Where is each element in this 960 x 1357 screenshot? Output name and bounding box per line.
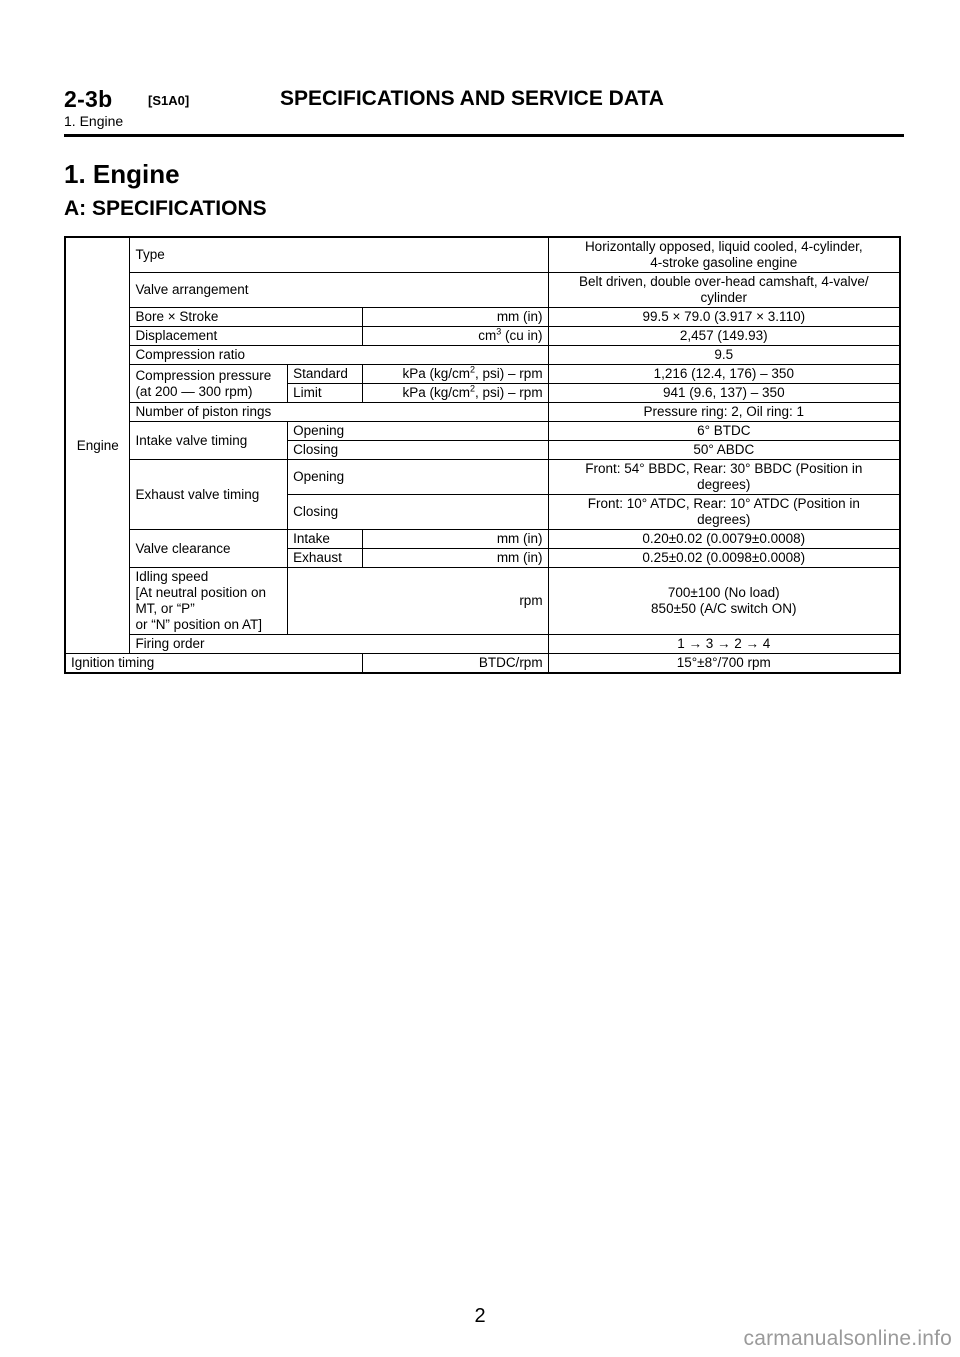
section-ref: [S1A0] <box>148 93 190 108</box>
idling-speed-value: 700±100 (No load) 850±50 (A/C switch ON) <box>548 568 900 635</box>
displacement-unit: $cm^3$ (cu in) <box>363 327 548 346</box>
bore-stroke-label: Bore × Stroke <box>130 308 363 327</box>
displacement-value: 2,457 (149.93) <box>548 327 900 346</box>
displacement-label: Displacement <box>130 327 363 346</box>
intake-opening-value: 6° BTDC <box>548 422 900 441</box>
exhaust-valve-timing-label: Exhaust valve timing <box>130 460 288 530</box>
compression-limit-unit: kPa ($kg/cm^2$, psi) – rpm <box>363 384 548 403</box>
table-row <box>65 654 900 674</box>
table-row <box>65 568 900 635</box>
valve-clearance-label: Valve clearance <box>130 530 288 568</box>
page-number: 2 <box>474 1305 486 1327</box>
table-row <box>65 237 900 273</box>
compression-limit-label: Limit <box>288 384 363 403</box>
table-row <box>65 422 900 441</box>
intake-opening-label: Opening <box>288 422 548 441</box>
compression-limit-value: 941 (9.6, 137) – 350 <box>548 384 900 403</box>
specifications-table <box>64 236 901 674</box>
table-row <box>65 273 900 308</box>
sub-title: A: SPECIFICATIONS <box>64 197 267 220</box>
intake-closing-value: 50° ABDC <box>548 441 900 460</box>
piston-rings-label: Number of piston rings <box>130 403 548 422</box>
compression-standard-unit: kPa ($kg/cm^2$, psi) – rpm <box>363 365 548 384</box>
intake-valve-timing-label: Intake valve timing <box>130 422 288 460</box>
compression-ratio-value: 9.5 <box>548 346 900 365</box>
exhaust-opening-label: Opening <box>288 460 548 495</box>
exhaust-closing-value: Front: 10° ATDC, Rear: 10° ATDC (Position in degrees) <box>548 495 900 530</box>
header-rule <box>64 134 904 137</box>
table-row <box>65 346 900 365</box>
compression-ratio-label: Compression ratio <box>130 346 548 365</box>
compression-standard-value: 1,216 (12.4, 176) – 350 <box>548 365 900 384</box>
chapter-code: 2-3b <box>64 86 113 112</box>
header-title: SPECIFICATIONS AND SERVICE DATA <box>280 87 664 110</box>
bore-stroke-value: 99.5 × 79.0 (3.917 × 3.110) <box>548 308 900 327</box>
table-row <box>65 530 900 549</box>
header-subtitle: 1. Engine <box>64 113 124 129</box>
valve-arrangement-label: Valve arrangement <box>130 273 548 308</box>
firing-order-label: Firing order <box>130 635 548 654</box>
idling-speed-label: Idling speed [At neutral position on MT, or “P” or “N” position on AT] <box>130 568 288 635</box>
ignition-timing-label-cell: Ignition timing <box>65 654 363 674</box>
firing-order-value: 1 → 3 → 2 → 4 <box>548 635 900 654</box>
compression-standard-label: Standard <box>288 365 363 384</box>
table-row <box>65 327 900 346</box>
compression-pressure-label: Compression pressure (at 200 — 300 rpm) <box>130 365 288 403</box>
clearance-exhaust-label: Exhaust <box>288 549 363 568</box>
valve-arrangement-value: Belt driven, double over-head camshaft, 4-valve/ cylinder <box>548 273 900 308</box>
clearance-intake-value: 0.20±0.02 (0.0079±0.0008) <box>548 530 900 549</box>
piston-rings-value: Pressure ring: 2, Oil ring: 1 <box>548 403 900 422</box>
clearance-intake-label: Intake <box>288 530 363 549</box>
type-value: Horizontally opposed, liquid cooled, 4-cylinder, 4-stroke gasoline engine <box>548 237 900 273</box>
table-row <box>65 365 900 384</box>
table-row <box>65 460 900 495</box>
exhaust-closing-label: Closing <box>288 495 548 530</box>
clearance-exhaust-value: 0.25±0.02 (0.0098±0.0008) <box>548 549 900 568</box>
group-label-engine: Engine <box>65 237 130 654</box>
watermark: carmanualsonline.info <box>743 1327 952 1350</box>
idling-speed-unit: rpm <box>288 568 548 635</box>
type-label: Type <box>130 237 548 273</box>
table-row <box>65 403 900 422</box>
ignition-timing-value: 15°±8°/700 rpm <box>548 654 900 674</box>
table-row <box>65 308 900 327</box>
clearance-intake-unit: mm (in) <box>363 530 548 549</box>
table-row <box>65 635 900 654</box>
section-title: 1. Engine <box>64 159 180 189</box>
clearance-exhaust-unit: mm (in) <box>363 549 548 568</box>
bore-stroke-unit: mm (in) <box>363 308 548 327</box>
intake-closing-label: Closing <box>288 441 548 460</box>
exhaust-opening-value: Front: 54° BBDC, Rear: 30° BBDC (Position in degrees) <box>548 460 900 495</box>
ignition-timing-unit: BTDC/rpm <box>363 654 548 674</box>
